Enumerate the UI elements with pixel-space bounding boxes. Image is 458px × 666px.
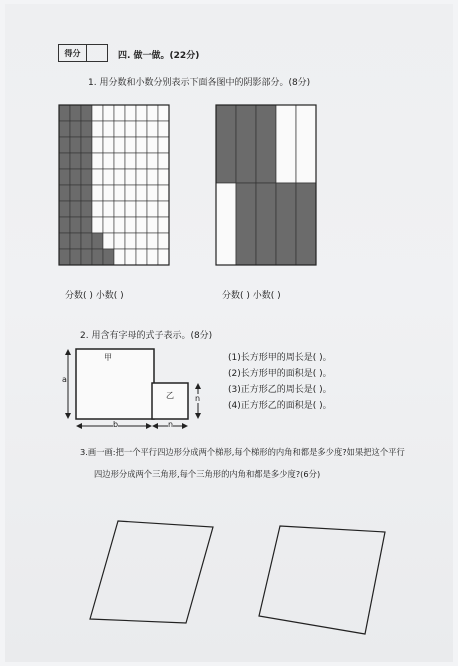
grid-cell	[103, 185, 114, 201]
grid-figure-right	[215, 104, 319, 266]
label-n-bottom: n	[168, 420, 174, 429]
grid-cell	[136, 153, 147, 169]
grid-cell	[81, 121, 92, 137]
strip-top	[256, 105, 276, 183]
q2-item: (4)正方形乙的面积是( )。	[228, 401, 332, 411]
grid-cell	[114, 153, 125, 169]
grid-cell	[125, 201, 136, 217]
parallelogram-right	[255, 522, 390, 640]
q2-text: 2. 用含有字母的式子表示。(8分)	[80, 331, 213, 341]
grid-cell	[158, 201, 169, 217]
q2-item: (1)长方形甲的周长是( )。	[228, 353, 332, 363]
q1-text: 1. 用分数和小数分别表示下面各图中的阴影部分。(8分)	[88, 78, 311, 88]
grid-cell	[147, 201, 158, 217]
grid-cell	[147, 233, 158, 249]
grid-cell	[103, 105, 114, 121]
grid-cell	[81, 233, 92, 249]
grid-cell	[59, 121, 70, 137]
grid-cell	[125, 137, 136, 153]
grid-cell	[114, 105, 125, 121]
grid-cell	[158, 169, 169, 185]
grid-cell	[70, 121, 81, 137]
grid-cell	[70, 105, 81, 121]
grid-cell	[114, 249, 125, 265]
strip-top	[236, 105, 256, 183]
score-label: 得分	[59, 45, 87, 61]
grid-cell	[125, 153, 136, 169]
grid-cell	[114, 137, 125, 153]
grid-cell	[136, 105, 147, 121]
q3-line2: 四边形分成两个三角形,每个三角形的内角和都是多少度?(6分)	[94, 469, 321, 479]
grid-cell	[81, 105, 92, 121]
strip-bottom	[236, 183, 256, 265]
grid-cell	[125, 105, 136, 121]
q2-item: (3)正方形乙的周长是( )。	[228, 385, 332, 395]
strip-top	[296, 105, 316, 183]
grid-cell	[147, 249, 158, 265]
grid-cell	[158, 249, 169, 265]
grid-cell	[59, 105, 70, 121]
grid-cell	[92, 153, 103, 169]
grid-cell	[147, 153, 158, 169]
grid-cell	[59, 233, 70, 249]
grid-cell	[136, 169, 147, 185]
label-n-side: n	[195, 394, 201, 403]
grid-cell	[158, 137, 169, 153]
grid-cell	[92, 201, 103, 217]
grid-cell	[59, 201, 70, 217]
grid-cell	[158, 185, 169, 201]
grid-cell	[59, 137, 70, 153]
q3-line1: 3.画一画:把一个平行四边形分成两个梯形,每个梯形的内角和都是多少度?如果把这个平行	[80, 447, 405, 457]
grid-cell	[81, 185, 92, 201]
grid-cell	[114, 201, 125, 217]
score-box	[58, 44, 108, 62]
grid-cell	[125, 121, 136, 137]
grid-cell	[158, 121, 169, 137]
grid-cell	[81, 249, 92, 265]
grid-cell	[81, 169, 92, 185]
grid-cell	[92, 121, 103, 137]
grid-cell	[103, 121, 114, 137]
parallelogram-left	[88, 515, 218, 630]
grid-cell	[59, 217, 70, 233]
grid-cell	[125, 249, 136, 265]
grid-cell	[70, 153, 81, 169]
grid-cell	[81, 137, 92, 153]
strip-top	[216, 105, 236, 183]
grid-cell	[136, 217, 147, 233]
grid-cell	[125, 233, 136, 249]
grid-cell	[103, 201, 114, 217]
grid-cell	[147, 185, 158, 201]
grid-cell	[103, 169, 114, 185]
grid-cell	[70, 185, 81, 201]
grid-cell	[114, 217, 125, 233]
grid-cell	[114, 185, 125, 201]
strip-bottom	[256, 183, 276, 265]
q2-item: (2)长方形甲的面积是( )。	[228, 369, 332, 379]
grid-cell	[125, 169, 136, 185]
grid-cell	[70, 233, 81, 249]
q1-answer-left: 分数( ) 小数( )	[65, 291, 124, 301]
grid-cell	[70, 201, 81, 217]
grid-cell	[125, 185, 136, 201]
grid-cell	[158, 153, 169, 169]
label-a: a	[62, 375, 67, 384]
grid-cell	[59, 169, 70, 185]
grid-cell	[158, 233, 169, 249]
label-yi: 乙	[166, 391, 174, 400]
grid-cell	[70, 137, 81, 153]
strip-bottom	[276, 183, 296, 265]
grid-cell	[92, 137, 103, 153]
grid-cell	[70, 169, 81, 185]
grid-cell	[103, 153, 114, 169]
grid-cell	[92, 185, 103, 201]
grid-cell	[59, 153, 70, 169]
grid-cell	[114, 169, 125, 185]
rectangle-diagram	[62, 343, 212, 433]
grid-cell	[158, 217, 169, 233]
grid-cell	[147, 169, 158, 185]
grid-cell	[158, 105, 169, 121]
grid-cell	[103, 249, 114, 265]
grid-cell	[103, 233, 114, 249]
grid-cell	[81, 217, 92, 233]
grid-cell	[136, 233, 147, 249]
grid-cell	[147, 105, 158, 121]
grid-cell	[92, 105, 103, 121]
grid-cell	[92, 217, 103, 233]
grid-cell	[59, 249, 70, 265]
grid-cell	[147, 137, 158, 153]
grid-cell	[59, 185, 70, 201]
grid-cell	[92, 169, 103, 185]
strip-bottom	[216, 183, 236, 265]
grid-cell	[136, 249, 147, 265]
grid-cell	[147, 121, 158, 137]
grid-cell	[136, 137, 147, 153]
grid-cell	[81, 201, 92, 217]
grid-cell	[70, 217, 81, 233]
grid-cell	[81, 153, 92, 169]
label-b: b	[113, 420, 119, 429]
grid-cell	[114, 121, 125, 137]
grid-cell	[103, 217, 114, 233]
section-title: 四. 做一做。(22分)	[118, 51, 200, 61]
grid-cell	[92, 233, 103, 249]
strip-bottom	[296, 183, 316, 265]
label-jia: 甲	[104, 353, 112, 362]
grid-cell	[136, 121, 147, 137]
grid-cell	[114, 233, 125, 249]
grid-cell	[136, 201, 147, 217]
grid-figure-left	[58, 104, 171, 266]
grid-cell	[70, 249, 81, 265]
grid-cell	[136, 185, 147, 201]
grid-cell	[147, 217, 158, 233]
strip-top	[276, 105, 296, 183]
grid-cell	[103, 137, 114, 153]
q1-answer-right: 分数( ) 小数( )	[222, 291, 281, 301]
grid-cell	[92, 249, 103, 265]
grid-cell	[125, 217, 136, 233]
